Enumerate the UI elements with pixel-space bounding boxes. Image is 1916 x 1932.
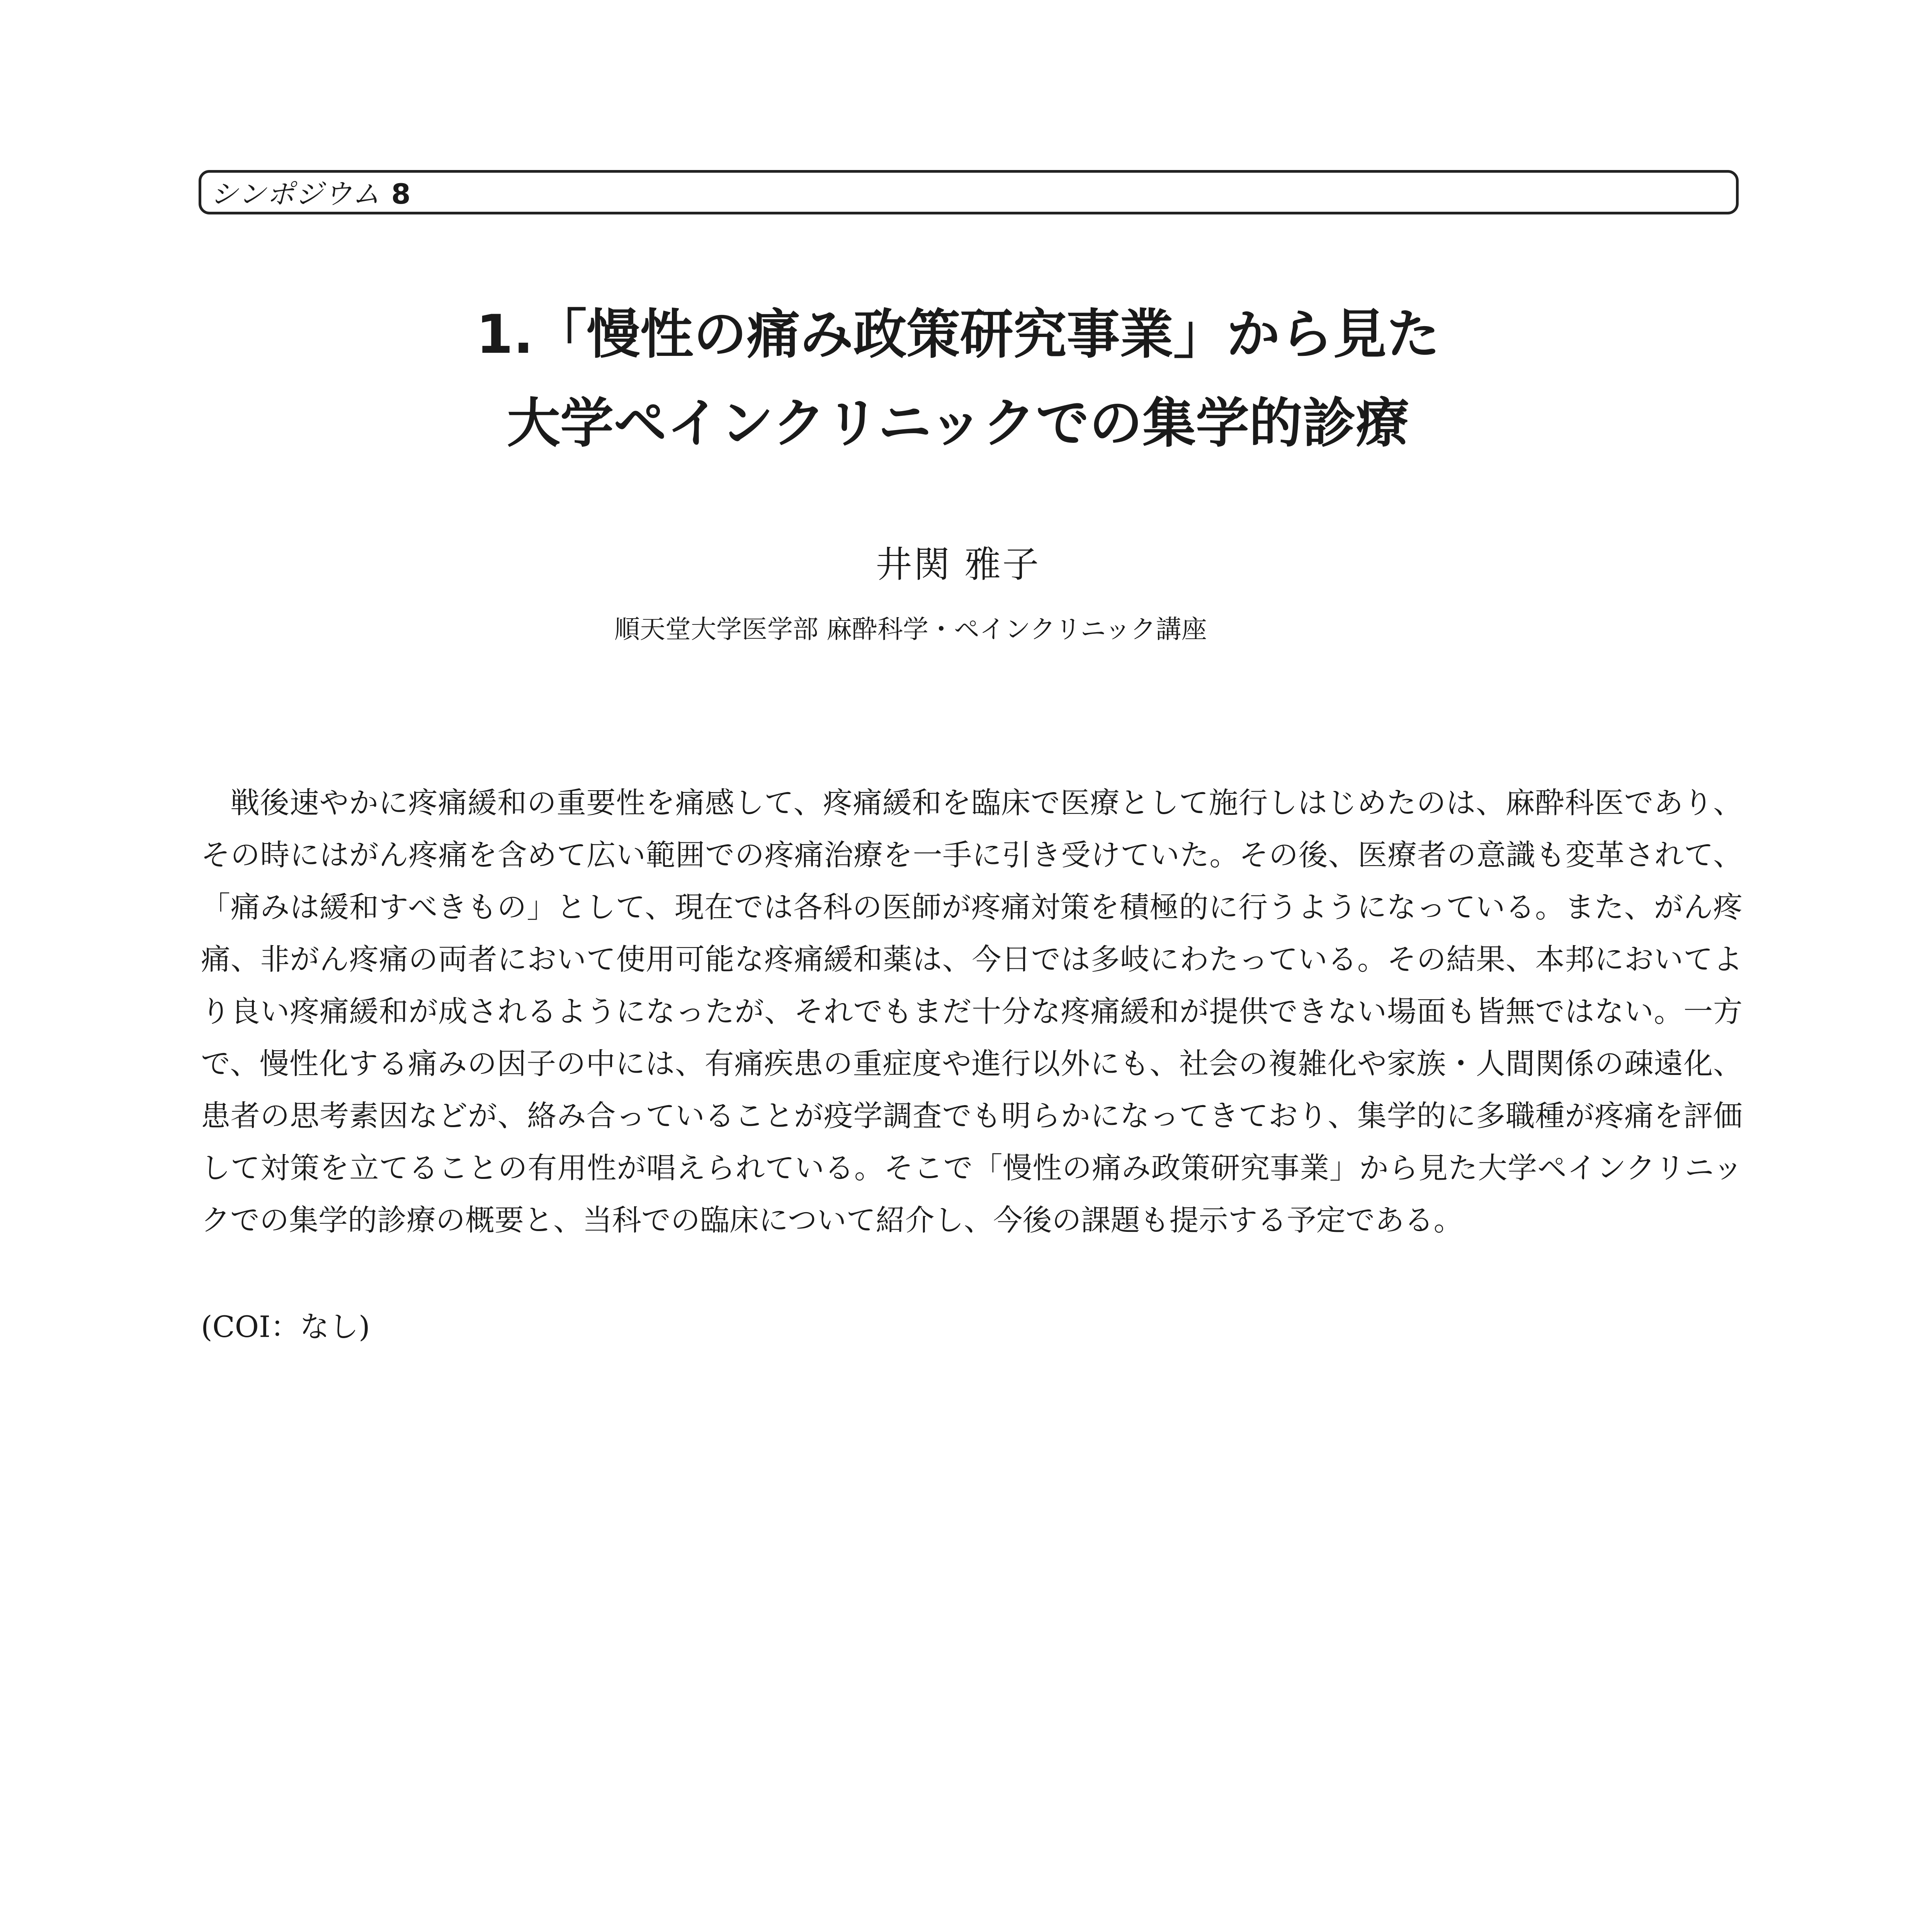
article-title-line-1: 1.「慢性の痛み政策研究事業」から見た bbox=[476, 303, 1440, 366]
section-name: シンポジウム bbox=[210, 178, 381, 210]
author-name: 井関 雅子 bbox=[876, 544, 1040, 586]
article-title-line-2: 大学ペインクリニックでの集学的診療 bbox=[507, 392, 1409, 454]
author-affiliation: 順天堂大学医学部 麻酔科学・ペインクリニック講座 bbox=[614, 614, 1207, 644]
section-header-box bbox=[199, 170, 1739, 214]
coi-statement: (COI：なし) bbox=[201, 1310, 370, 1344]
abstract-body: 戦後速やかに疼痛緩和の重要性を痛感して、疼痛緩和を臨床で医療として施行しはじめたのは、麻酔科医であり、その時にはがん疼痛を含めて広い範囲での疼痛治療を一手に引き受けていた。その後、医療者の意識も変革されて、「痛みは緩和すべきもの」として、現在では各科の医師が疼痛対策を積極的に行うようになっている。また、がん疼痛、非がん疼痛の両者において使用可能な疼痛緩和薬は、今日では多岐にわたっている。その結果、本邦においてより良い疼痛緩和が成されるようになったが、それでもまだ十分な疼痛緩和が提供できない場面も皆無ではない。一方で、慢性化する痛みの因子の中には、有痛疾患の重症度や進行以外にも、社会の複雑化や家族・人間関係の疎遠化、患者の思考素因などが、絡み合っていることが疫学調査でも明らかになってきており、集学的に多職種が疼痛を評価して対策を立てることの有用性が唱えられている。そこで「慢性の痛み政策研究事業」から見た大学ペインクリニックでの集学的診療の概要と、当科での臨床について紹介し、今後の課題も提示する予定である。 bbox=[201, 786, 1743, 1237]
section-number: 8 bbox=[391, 178, 411, 210]
section-header-label bbox=[210, 176, 411, 213]
